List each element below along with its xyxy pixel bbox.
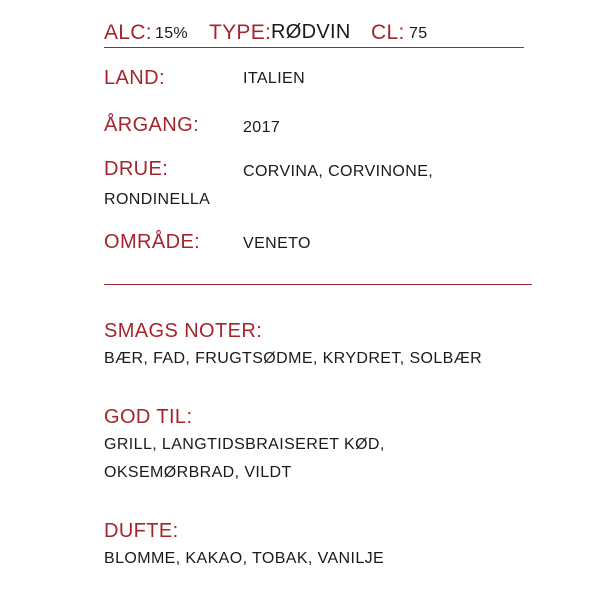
god-til-line1: GRILL, LANGTIDSBRAISERET KØD,	[104, 436, 385, 453]
cl-label: CL:	[371, 21, 405, 44]
omraade-value: VENETO	[243, 235, 311, 252]
alc-label: ALC:	[104, 21, 152, 44]
god-til-label: GOD TIL:	[104, 406, 193, 428]
drue-value-line2: RONDINELLA	[104, 191, 211, 208]
dufte-label: DUFTE:	[104, 520, 179, 542]
land-label: LAND:	[104, 67, 165, 89]
details-divider	[104, 284, 532, 285]
type-label: TYPE:	[209, 21, 272, 44]
smags-noter-value: BÆR, FAD, FRUGTSØDME, KRYDRET, SOLBÆR	[104, 350, 483, 367]
aargang-label: ÅRGANG:	[104, 114, 200, 136]
aargang-value: 2017	[243, 119, 281, 136]
cl-value: 75	[409, 25, 428, 42]
header-divider	[104, 47, 524, 48]
land-value: ITALIEN	[243, 70, 306, 87]
drue-label: DRUE:	[104, 158, 169, 180]
alc-value: 15%	[155, 25, 188, 42]
type-value: RØDVIN	[271, 21, 351, 43]
god-til-line2: OKSEMØRBRAD, VILDT	[104, 464, 292, 481]
drue-value-line1: CORVINA, CORVINONE,	[243, 163, 434, 180]
omraade-label: OMRÅDE:	[104, 231, 201, 253]
dufte-value: BLOMME, KAKAO, TOBAK, VANILJE	[104, 550, 385, 567]
smags-noter-label: SMAGS NOTER:	[104, 320, 263, 342]
